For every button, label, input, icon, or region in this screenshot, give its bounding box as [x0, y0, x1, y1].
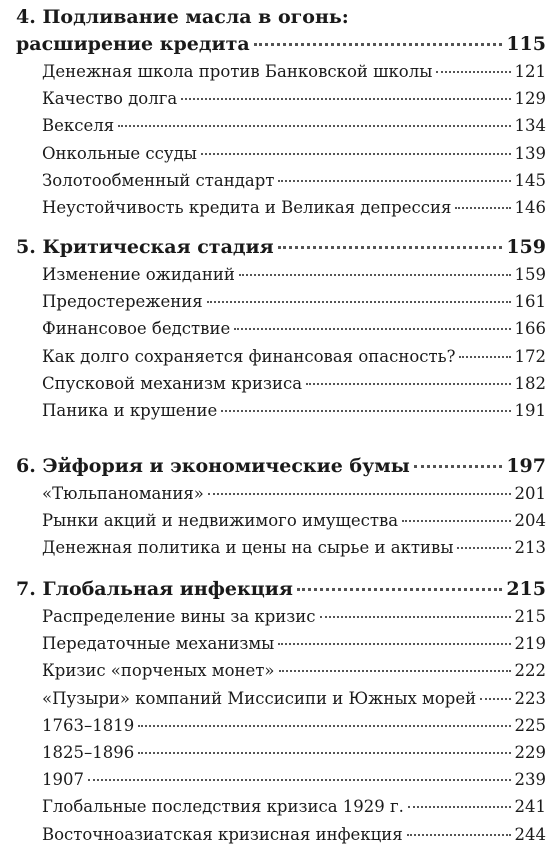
entry-title: Глобальные последствия кризиса 1929 г.	[42, 797, 404, 817]
chapter-title: 5. Критическая стадия	[16, 236, 274, 258]
entry-page-number: 129	[514, 89, 546, 109]
dot-leader	[306, 382, 510, 385]
entry-title: Как долго сохраняется финансовая опасность?	[42, 346, 456, 366]
entry-page-number: 166	[514, 319, 546, 339]
dot-leader	[181, 97, 510, 100]
toc-entry[interactable]	[0, 534, 560, 561]
chapter-section	[0, 453, 560, 562]
entry-page-number: 215	[514, 607, 546, 626]
entry-page-number: 241	[514, 797, 546, 817]
entry-page-number: 213	[514, 538, 546, 558]
entry-title: Восточноазиатская кризисная инфекция	[42, 824, 403, 844]
toc-entry[interactable]	[0, 630, 560, 657]
chapter-page-number: 115	[506, 33, 546, 55]
dot-leader	[436, 70, 510, 73]
toc-entry[interactable]	[0, 712, 560, 739]
toc-entry[interactable]	[0, 58, 560, 85]
chapter-title: расширение кредита	[16, 33, 250, 55]
toc-entry[interactable]	[0, 261, 560, 288]
toc-entry[interactable]	[0, 507, 560, 534]
toc-entry[interactable]	[0, 85, 560, 112]
entry-page-number: 145	[514, 170, 546, 190]
entry-page-number: 244	[514, 824, 546, 844]
toc-entry[interactable]	[0, 288, 560, 315]
dot-leader	[239, 273, 511, 276]
entry-page-number: 229	[514, 743, 546, 763]
toc-entry[interactable]	[0, 343, 560, 370]
toc-entry[interactable]	[0, 766, 560, 793]
entry-title: Предостережения	[42, 292, 203, 312]
entry-title: Качество долга	[42, 89, 178, 109]
dot-leader	[278, 642, 510, 645]
entry-title: Кризис «порченых монет»	[42, 661, 275, 681]
toc-entry[interactable]	[0, 397, 560, 424]
toc-entry[interactable]	[0, 739, 560, 766]
toc-entry[interactable]	[0, 315, 560, 342]
entry-title: 1825–1896	[42, 743, 135, 763]
dot-leader	[207, 300, 511, 303]
entry-page-number: 191	[514, 401, 546, 421]
entry-page-number: 182	[514, 373, 546, 393]
dot-leader	[254, 42, 503, 46]
dot-leader	[457, 546, 510, 549]
entry-page-number: 172	[514, 346, 546, 366]
entry-title: «Пузыри» компаний Миссисипи и Южных морей	[42, 688, 477, 708]
entry-page-number: 201	[514, 484, 546, 503]
chapter-title-line1: 4. Подливание масла в огонь:	[16, 6, 349, 28]
entry-title: 1763–1819	[42, 715, 135, 735]
entry-page-number: 204	[514, 511, 546, 531]
dot-leader	[459, 355, 510, 358]
dot-leader	[138, 751, 510, 754]
toc-entry[interactable]	[0, 480, 560, 507]
entry-page-number: 239	[514, 770, 546, 790]
dot-leader	[221, 409, 510, 412]
entry-title: Золотообменный стандарт	[42, 170, 275, 190]
entry-title: Изменение ожиданий	[42, 265, 235, 284]
dot-leader	[402, 519, 510, 522]
chapter-heading[interactable]	[0, 31, 560, 58]
entry-page-number: 146	[514, 198, 546, 218]
toc-entry[interactable]	[0, 821, 560, 848]
dot-leader	[88, 778, 511, 781]
entry-page-number: 121	[514, 62, 546, 81]
dot-leader	[414, 464, 503, 468]
dot-leader	[278, 179, 510, 182]
chapter-heading[interactable]	[0, 234, 560, 261]
entry-title: Векселя	[42, 116, 115, 136]
entry-page-number: 161	[514, 292, 546, 312]
dot-leader	[320, 615, 511, 618]
dot-leader	[208, 492, 511, 495]
entry-page-number: 219	[514, 634, 546, 654]
entry-title: 1907	[42, 770, 84, 790]
entry-title: Неустойчивость кредита и Великая депрессия	[42, 198, 452, 218]
entry-title: Денежная школа против Банковской школы	[42, 62, 433, 81]
entry-page-number: 222	[514, 661, 546, 681]
dot-leader	[234, 327, 510, 330]
dot-leader	[201, 152, 511, 155]
dot-leader	[279, 669, 511, 672]
dot-leader	[455, 206, 510, 209]
dot-leader	[480, 697, 510, 700]
toc-entry[interactable]	[0, 140, 560, 167]
dot-leader	[407, 833, 511, 836]
chapter-page-number: 197	[506, 455, 546, 477]
dot-leader	[297, 587, 502, 591]
chapter-page-number: 215	[506, 578, 546, 600]
toc-entry[interactable]	[0, 657, 560, 684]
chapter-page-number: 159	[506, 236, 546, 258]
toc-entry[interactable]	[0, 167, 560, 194]
entry-page-number: 134	[514, 116, 546, 136]
entry-title: «Тюльпаномания»	[42, 484, 204, 503]
dot-leader	[118, 124, 510, 127]
toc-entry[interactable]	[0, 370, 560, 397]
chapter-heading[interactable]	[0, 453, 560, 480]
entry-title: Передаточные механизмы	[42, 634, 275, 654]
toc-entry[interactable]	[0, 112, 560, 139]
entry-title: Спусковой механизм кризиса	[42, 373, 303, 393]
chapter-section	[0, 4, 560, 221]
toc-entry[interactable]	[0, 603, 560, 630]
entry-page-number: 139	[514, 143, 546, 163]
entry-page-number: 225	[514, 715, 546, 735]
chapter-section	[0, 576, 560, 848]
entry-page-number: 223	[514, 688, 546, 708]
dot-leader	[138, 724, 510, 727]
entry-page-number: 159	[514, 265, 546, 284]
chapter-title: 6. Эйфория и экономические бумы	[16, 455, 410, 477]
entry-title: Рынки акций и недвижимого имущества	[42, 511, 399, 531]
toc-entry[interactable]	[0, 194, 560, 221]
chapter-heading[interactable]	[0, 576, 560, 603]
entry-title: Денежная политика и цены на сырье и активы	[42, 538, 454, 558]
entry-title: Финансовое бедствие	[42, 319, 231, 339]
chapter-section	[0, 234, 560, 424]
dot-leader	[278, 245, 503, 249]
toc-entry[interactable]	[0, 685, 560, 712]
entry-title: Онкольные ссуды	[42, 143, 197, 163]
entry-title: Паника и крушение	[42, 401, 218, 421]
dot-leader	[408, 805, 511, 808]
chapter-title: 7. Глобальная инфекция	[16, 578, 293, 600]
entry-title: Распределение вины за кризис	[42, 607, 316, 626]
toc-entry[interactable]	[0, 793, 560, 820]
